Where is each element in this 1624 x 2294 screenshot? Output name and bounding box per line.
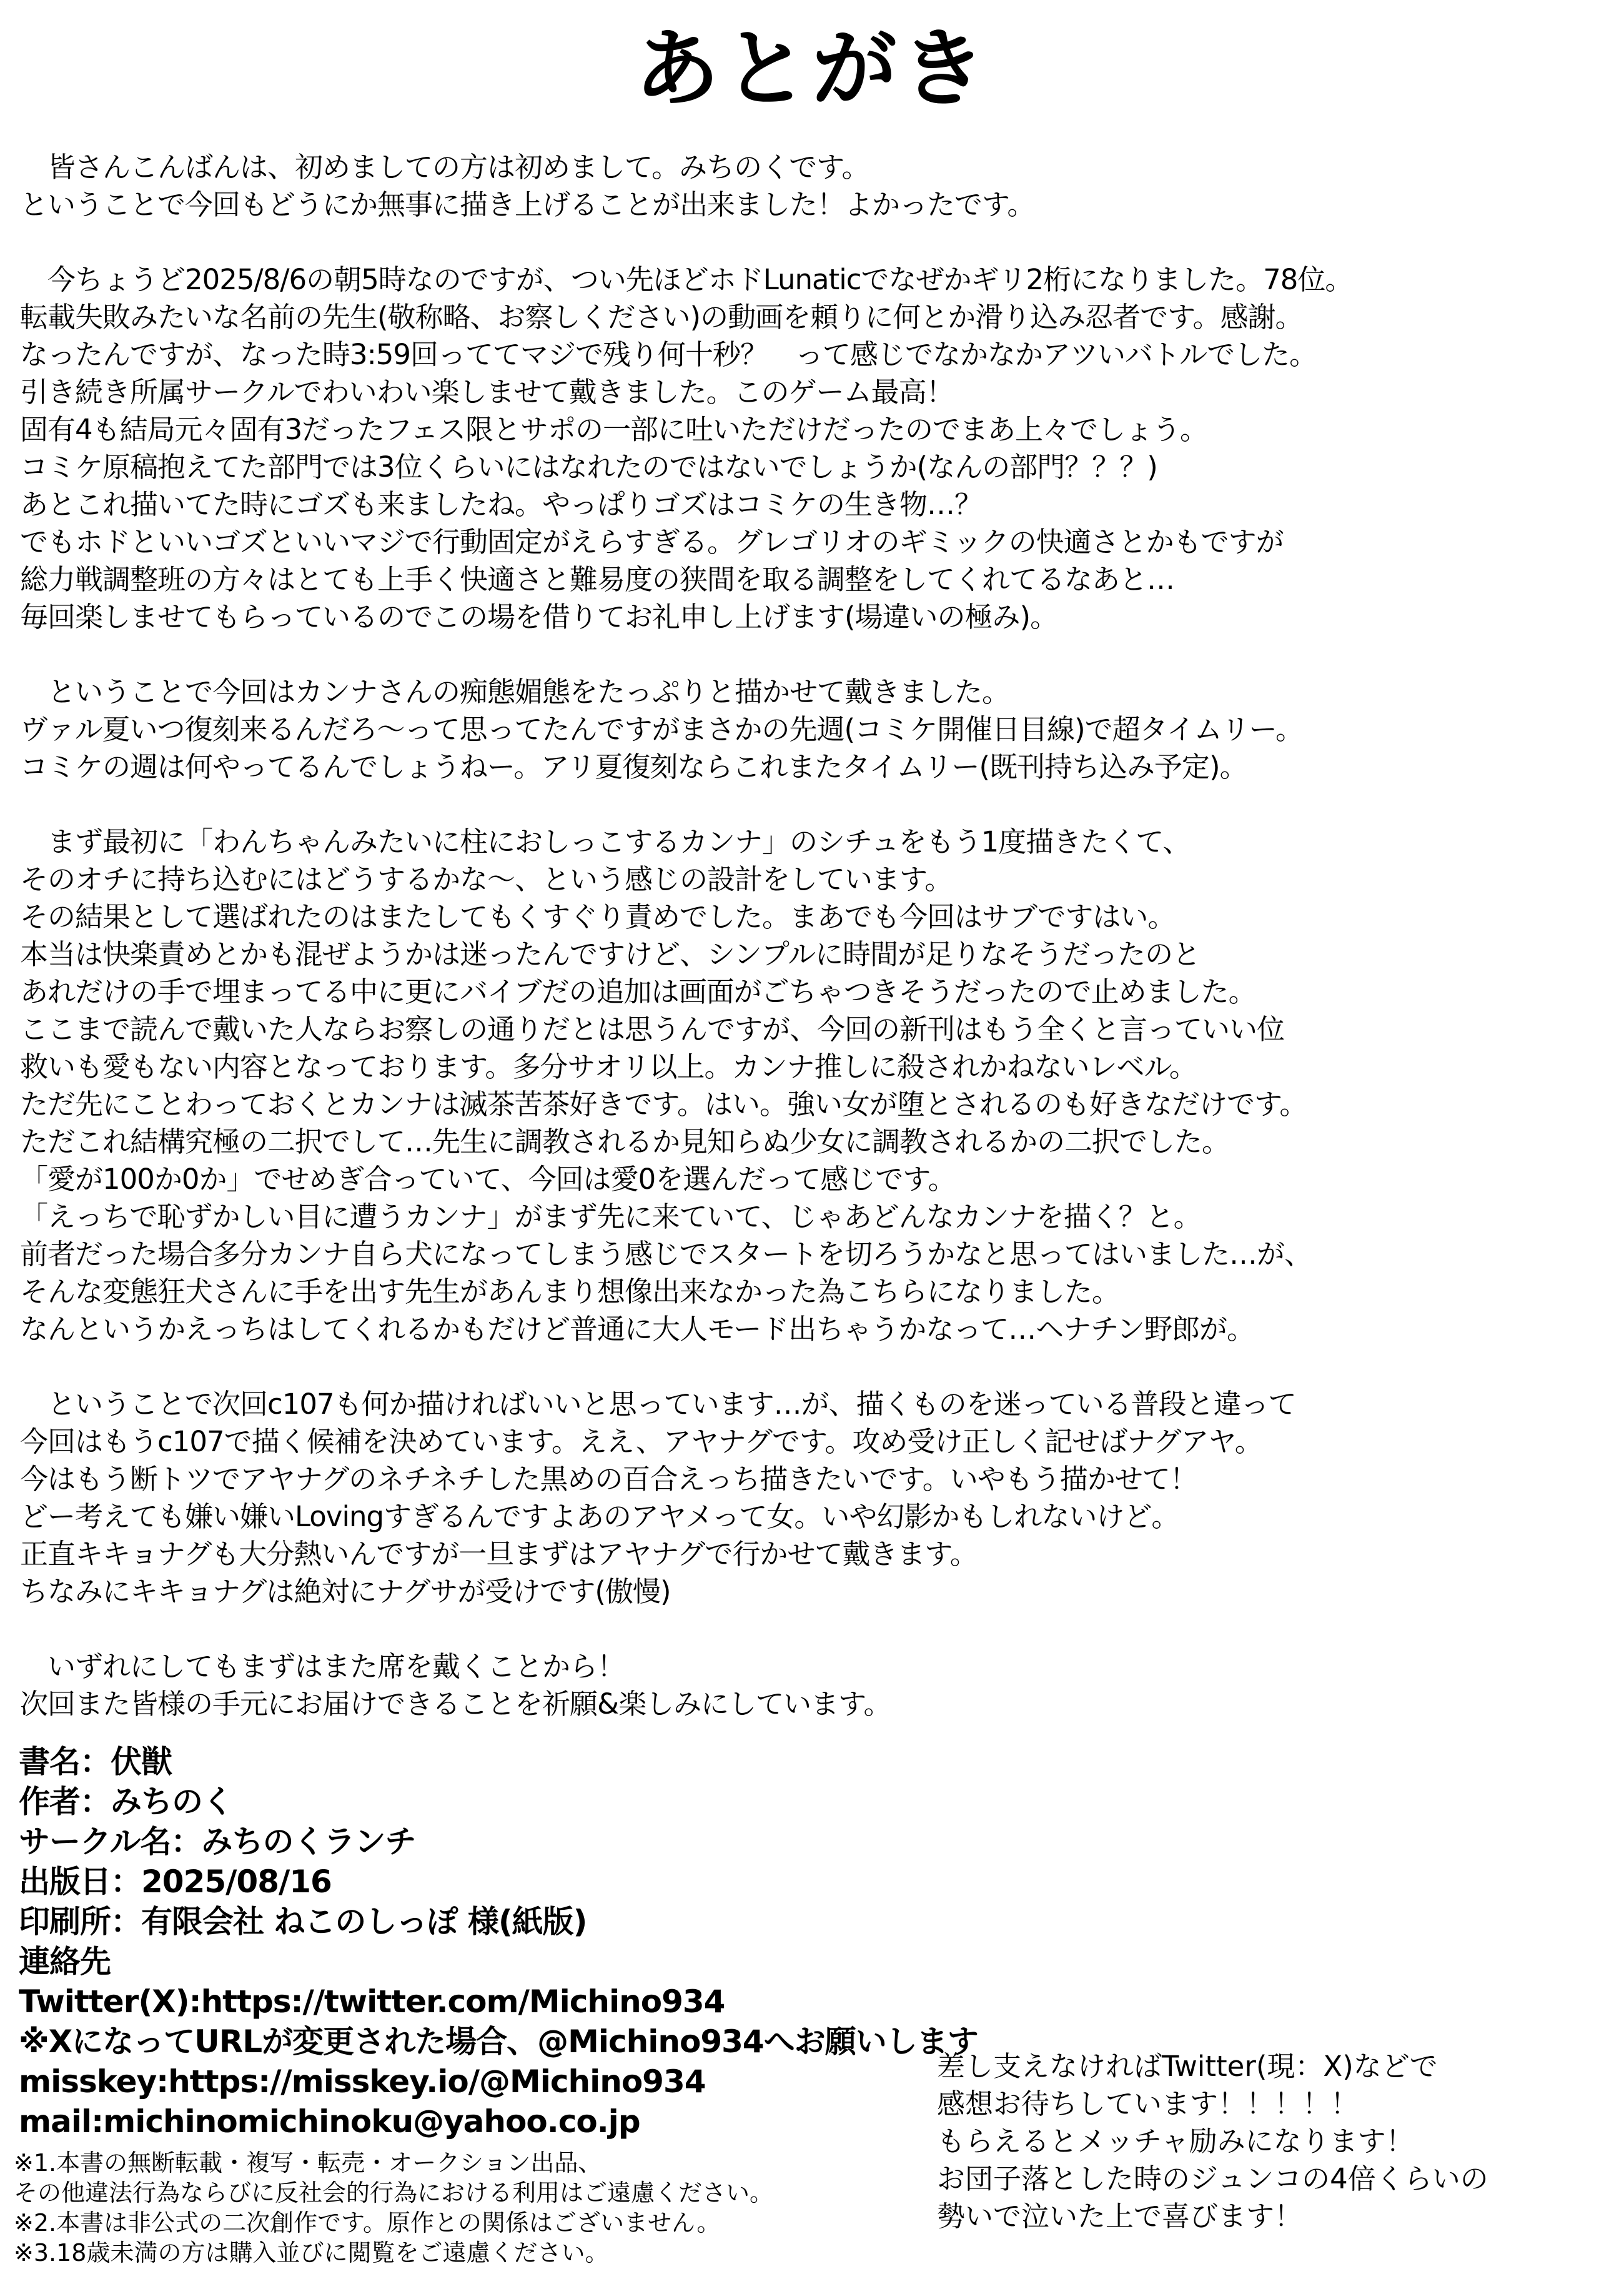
text-line: なったんですが、なった時3:59回っててマジで残り何十秒？ って感じでなかなかアツいバトルでした。	[20, 338, 1317, 371]
text-line: ※3.18歳未満の方は購入並びに閲覧をご遠慮ください。	[14, 2239, 609, 2267]
text-line: ヴァル夏いつ復刻来るんだろ～って思ってたんですがまさかの先週(コミケ開催日目線)で超タイムリー。	[20, 713, 1303, 746]
text-line: 今ちょうど2025/8/6の朝5時なのですが、つい先ほどホドLunaticでなぜかギリ2桁になりました。78位。	[20, 263, 1353, 296]
text-line: 書名：伏獣	[19, 1744, 172, 1780]
text-line: そんな変態狂犬さんに手を出す先生があんまり想像出来なかった為こちらになりました。	[20, 1275, 1120, 1308]
text-line	[20, 1348, 1614, 1386]
text-line: 本当は快楽責めとかも混ぜようかは迷ったんですけど、シンプルに時間が足りなそうだったのと	[20, 938, 1201, 971]
text-line: コミケ原稿抱えてた部門では3位くらいにはなれたのではないでしょうか(なんの部門？？？)	[20, 450, 1157, 484]
text-line: ※2.本書は非公式の二次創作です。原作との関係はございません。	[14, 2209, 721, 2237]
text-line: 次回また皆様の手元にお届けできることを祈願&楽しみにしています。	[20, 1687, 891, 1720]
text-line: 出版日：2025/08/16	[19, 1864, 332, 1900]
text-line: 転載失敗みたいな名前の先生(敬称略、お察しください)の動画を頼りに何とか滑り込み忍者です。感謝。	[20, 300, 1303, 334]
text-line: 固有4も結局元々固有3だったフェス限とサポの一部に吐いただけだったのでまあ上々でしょう。	[20, 413, 1208, 446]
text-line: 毎回楽しませてもらっているのでこの場を借りてお礼申し上げます(場違いの極み)。	[20, 600, 1058, 633]
text-line: 印刷所：有限会社 ねこのしっぽ 様(紙版)	[19, 1904, 587, 1940]
text-line: ということで今回もどうにか無事に描き上げることが出来ました！よかったです。	[20, 188, 1035, 221]
text-line: 「愛が100か0か」でせめぎ合っていて、今回は愛0を選んだって感じです。	[20, 1163, 956, 1196]
text-line: なんというかえっちはしてくれるかもだけど普通に大人モード出ちゃうかなって…ヘナチン野郎が。	[20, 1313, 1254, 1346]
text-line: 引き続き所属サークルでわいわい楽しませて戴きました。このゲーム最高！	[20, 375, 954, 409]
text-line: ここまで読んで戴いた人ならお察しの通りだとは思うんですが、今回の新刊はもう全くと言っていい位	[20, 1013, 1285, 1046]
text-line: もらえるとメッチャ励みになります！	[937, 2125, 1414, 2158]
text-line: ということで次回c107も何か描ければいいと思っています…が、描くものを迷っている普段と違って	[20, 1388, 1296, 1421]
text-line: misskey:https://misskey.io/@Michino934	[19, 2063, 706, 2100]
text-line: サークル名：みちのくランチ	[19, 1824, 416, 1860]
text-line: 皆さんこんばんは、初めましての方は初めまして。みちのくです。	[20, 151, 869, 184]
text-line	[20, 1611, 1614, 1648]
text-line: あとこれ描いてた時にゴズも来ましたね。やっぱりゴズはコミケの生き物…？	[20, 488, 983, 521]
text-line: いずれにしてもまずはまた席を戴くことから！	[20, 1650, 625, 1683]
afterword-body	[0, 149, 1624, 1723]
text-line: どー考えても嫌い嫌いLovingすぎるんですよあのアヤメって女。いや幻影かもしれないけど。	[20, 1500, 1179, 1533]
text-line: 救いも愛もない内容となっております。多分サオリ以上。カンナ推しに殺されかねないレベル。	[20, 1050, 1197, 1083]
text-line: 今回はもうc107で描く候補を決めています。ええ、アヤナグです。攻め受け正しく記せばナグアヤ。	[20, 1425, 1262, 1458]
text-line: まず最初に「わんちゃんみたいに柱におしっこするカンナ」のシチュをもう1度描きたくて、	[20, 825, 1191, 858]
page-title: あとがき	[635, 20, 989, 119]
text-line: ただ先にことわっておくとカンナは滅茶苦茶好きです。はい。強い女が堕とされるのも好きなだけです。	[20, 1088, 1307, 1121]
text-line: 作者：みちのく	[19, 1784, 233, 1820]
text-line	[20, 636, 1614, 673]
text-line: ※1.本書の無断転載・複写・転売・オークション出品、	[14, 2149, 602, 2177]
text-line: Twitter(X):https://twitter.com/Michino934	[19, 1984, 725, 2020]
text-line	[20, 224, 1614, 261]
text-line: 「えっちで恥ずかしい目に遭うカンナ」がまず先に来ていて、じゃあどんなカンナを描く？と。	[20, 1200, 1201, 1233]
text-line: ちなみにキキョナグは絶対にナグサが受けです(傲慢)	[20, 1575, 671, 1608]
text-line: mail:michinomichinoku@yahoo.co.jp	[19, 2103, 640, 2140]
feedback-request-note	[937, 2048, 1488, 2235]
text-line: ということで今回はカンナさんの痴態媚態をたっぷりと描かせて戴きました。	[20, 675, 1010, 708]
text-line: コミケの週は何やってるんでしょうねー。アリ夏復刻ならこれまたタイムリー(既刊持ち込み予定)。	[20, 750, 1247, 783]
text-line	[20, 786, 1614, 823]
text-line: でもホドといいゴズといいマジで行動固定がえらすぎる。グレゴリオのギミックの快適さとかもですが	[20, 525, 1284, 559]
text-line: その他違法行為ならびに反社会的行為における利用はご遠慮ください。	[14, 2179, 774, 2207]
text-line: 勢いで泣いた上で喜びます！	[937, 2200, 1303, 2233]
text-line: そのオチに持ち込むにはどうするかな～、という感じの設計をしています。	[20, 863, 953, 896]
text-line: 総力戦調整班の方々はとても上手く快適さと難易度の狭間を取る調整をしてくれてるなあと…	[20, 563, 1175, 596]
text-line: 差し支えなければTwitter(現：X)などで	[937, 2050, 1438, 2083]
text-line: 前者だった場合多分カンナ自ら犬になってしまう感じでスタートを切ろうかなと思ってはいました…が、	[20, 1238, 1312, 1271]
text-line: あれだけの手で埋まってる中に更にバイブだの追加は画面がごちゃつきそうだったので止めました。	[20, 975, 1256, 1008]
text-line: 連絡先	[19, 1944, 111, 1980]
text-line: 感想お待ちしています！！！！！	[937, 2087, 1359, 2120]
text-line: お団子落とした時のジュンコの4倍くらいの	[937, 2162, 1488, 2195]
text-line: ただこれ結構究極の二択でして…先生に調教されるか見知らぬ少女に調教されるかの二択でした。	[20, 1125, 1230, 1158]
text-line: 今はもう断トツでアヤナグのネチネチした黒めの百合えっち描きたいです。いやもう描かせて！	[20, 1462, 1197, 1496]
text-line: その結果として選ばれたのはまたしてもくすぐり責めでした。まあでも今回はサブですはい。	[20, 900, 1176, 933]
text-line: ※XになってURLが変更された場合、@Michino934へお願いします	[19, 2023, 978, 2060]
text-line: 正直キキョナグも大分熱いんですが一旦まずはアヤナグで行かせて戴きます。	[20, 1537, 978, 1571]
